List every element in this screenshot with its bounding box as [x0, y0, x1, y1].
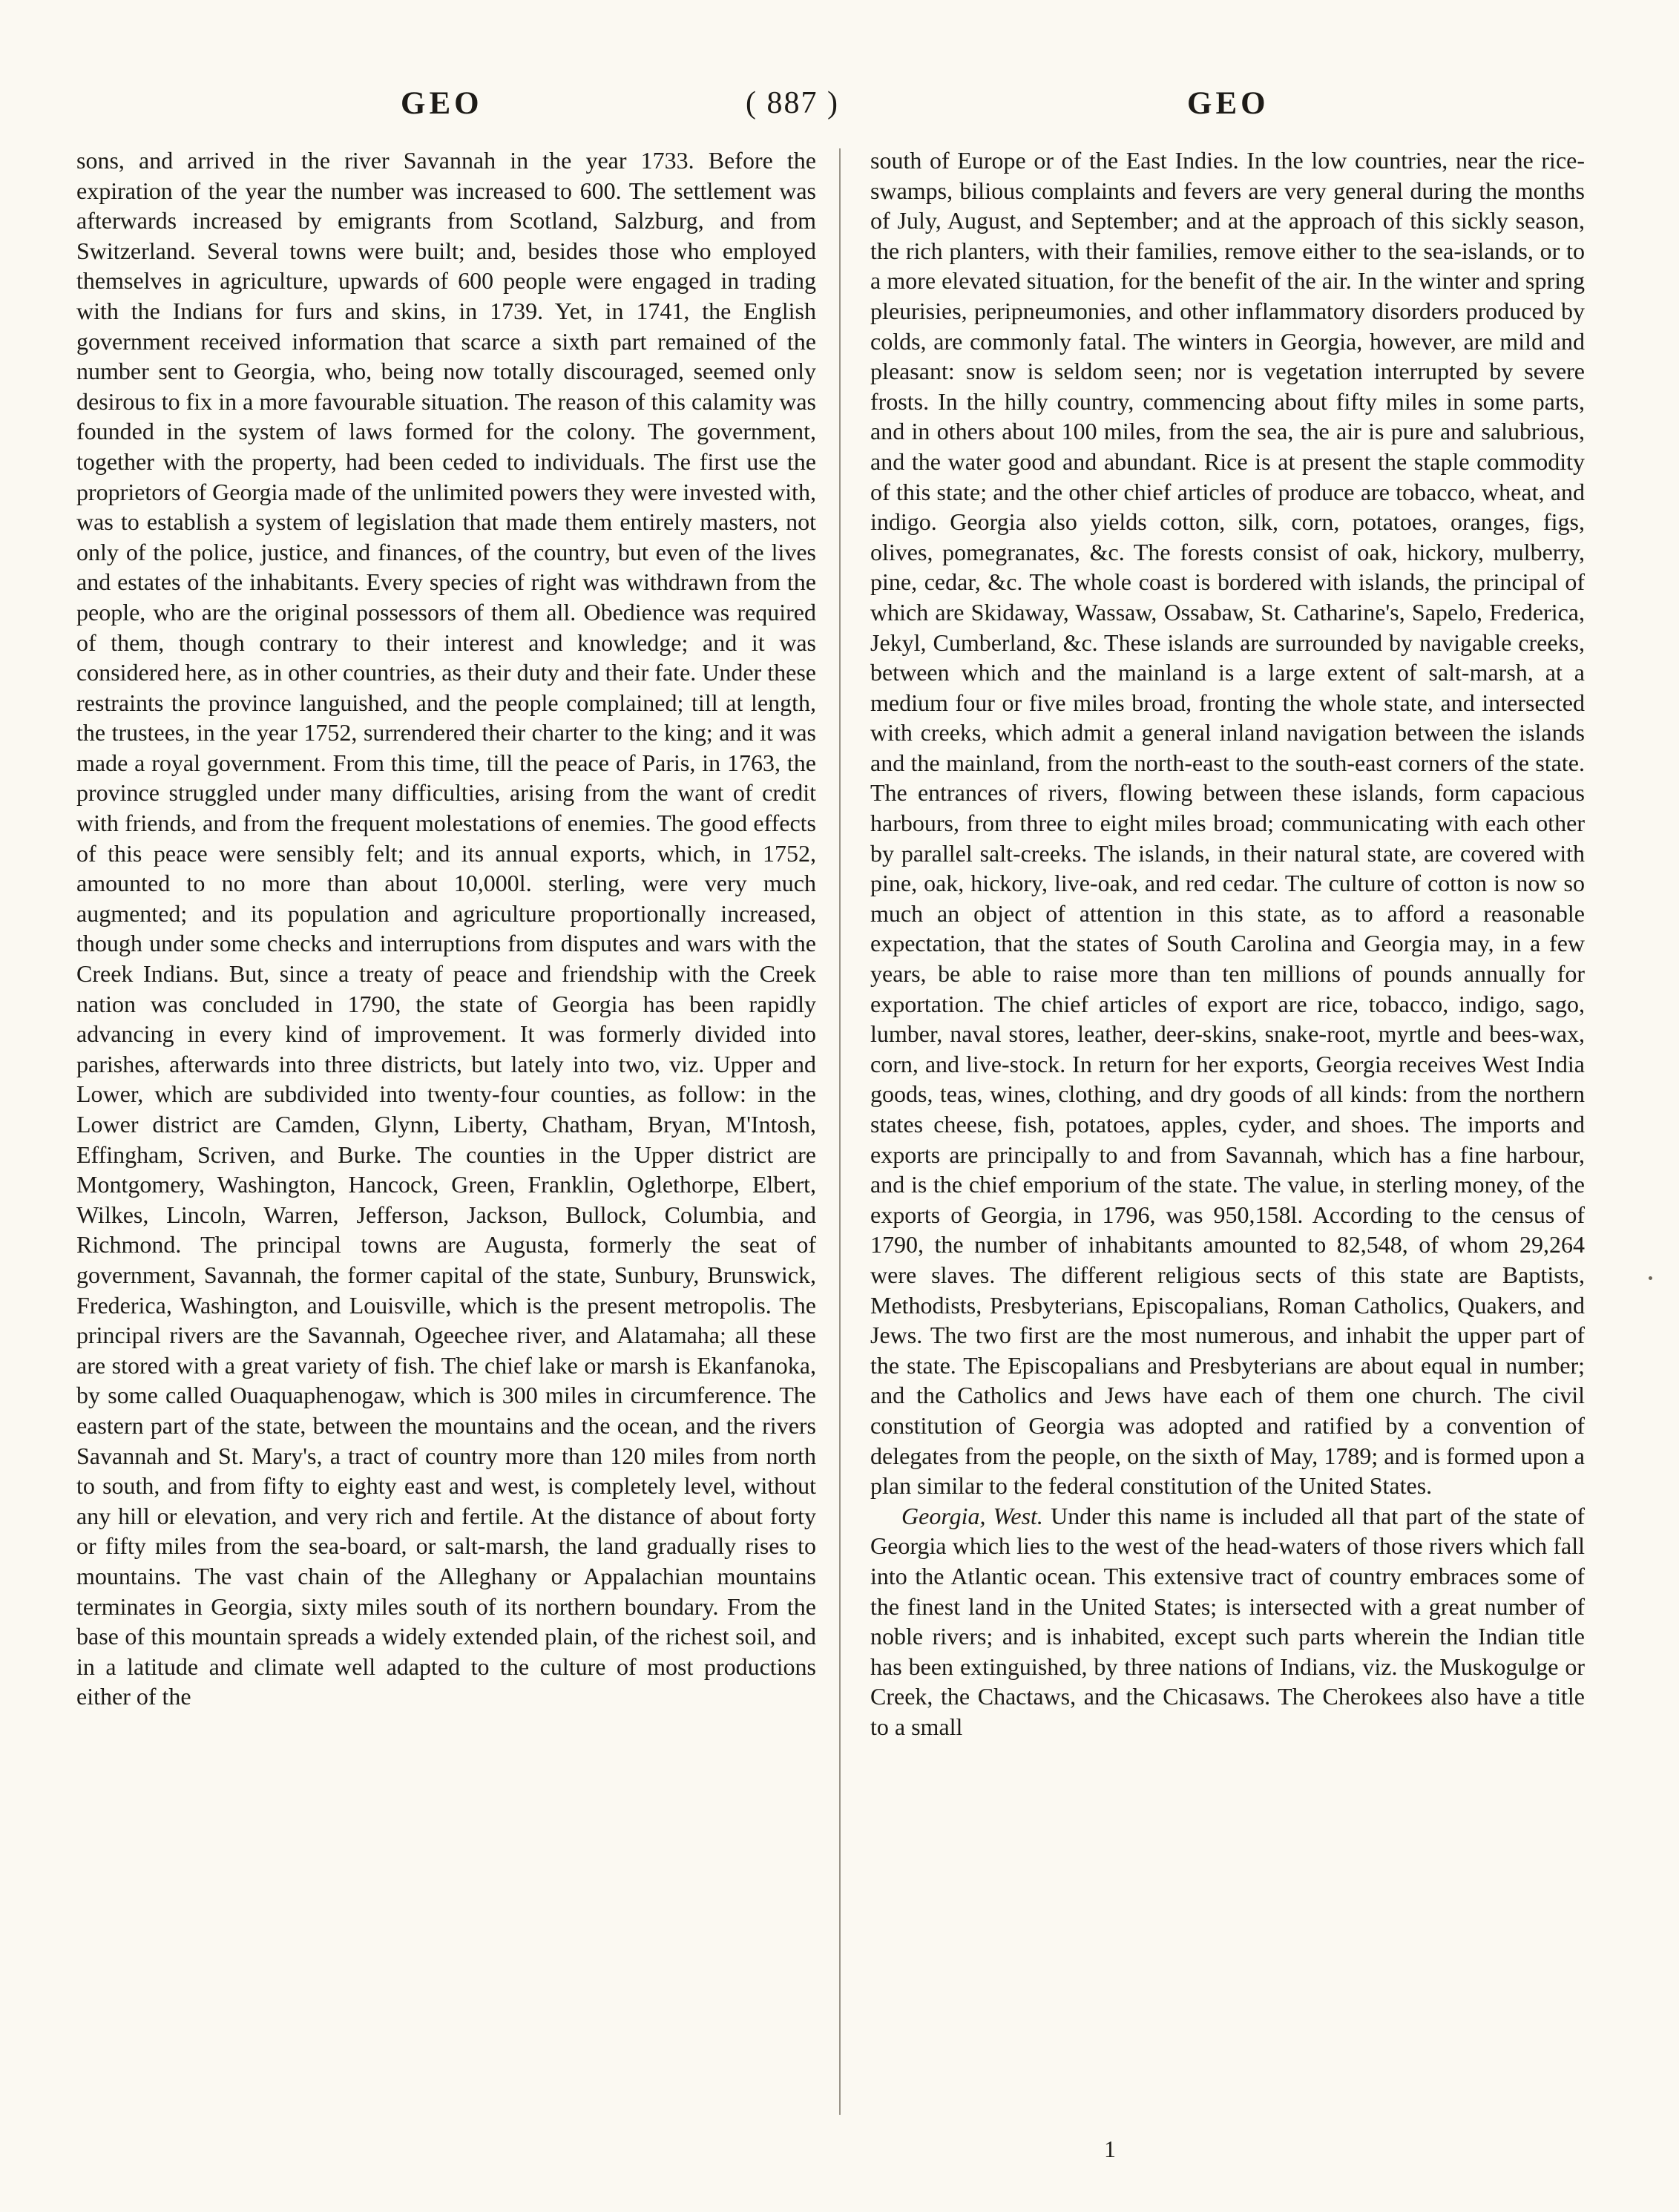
- georgia-west-heading: Georgia, West.: [901, 1502, 1043, 1529]
- left-column-paragraph: sons, and arrived in the river Savannah in the year 1733. Before the expiration of the year the number was increased to 600. The settlement was afterwards increased by emigrants from Scotland, Salzburg, and from Switzerland. Several towns were built; and, besides those who employed themselves in agriculture, upwards of 600 people were engaged in trading with the Indians for furs and skins, in 1739. Yet, in 1741, the English government received information that scarce a sixth part remained of the number sent to Georgia, who, being now totally discouraged, seemed only desirous to fix in a more favourable situation. The reason of this calamity was founded in the system of laws formed for the colony. The government, together with the property, had been ceded to individuals. The first use the proprietors of Georgia made of the unlimited powers they were invested with, was to establish a system of legislation that made them entirely masters, not only of the police, justice, and finances, of the country, but even of the lives and estates of the inhabitants. Every species of right was withdrawn from the people, who are the original possessors of them all. Obedience was required of them, though contrary to their interest and knowledge; and it was considered here, as in other countries, as their duty and their fate. Under these restraints the province languished, and the people complained; till at length, the trustees, in the year 1752, surrendered their charter to the king; and it was made a royal government. From this time, till the peace of Paris, in 1763, the province struggled under many difficulties, arising from the want of credit with friends, and from the frequent molestations of enemies. The good effects of this peace were sensibly felt; and its annual exports, which, in 1752, amounted to no more than about 10,000l. sterling, were very much augmented; and its population and agriculture proportionally increased, though under some checks and interruptions from disputes and wars with the Creek Indians. But, since a treaty of peace and friendship with the Creek nation was concluded in 1790, the state of Georgia has been rapidly advancing in every kind of improvement. It was formerly divided into parishes, afterwards into three districts, but lately into two, viz. Upper and Lower, which are subdivided into twenty-four counties, as follow: in the Lower district are Camden, Glynn, Liberty, Chatham, Bryan, M'Intosh, Effingham, Scriven, and Burke. The counties in the Upper district are Montgomery, Washington, Hancock, Green, Franklin, Oglethorpe, Elbert, Wilkes, Lincoln, Warren, Jefferson, Jackson, Bullock, Columbia, and Richmond. The principal towns are Augusta, formerly the seat of government, Savannah, the former capital of the state, Sunbury, Brunswick, Frederica, Washington, and Louisville, which is the present metropolis. The principal rivers are the Savannah, Ogeechee river, and Alatamaha; all these are stored with a great variety of fish. The chief lake or marsh is Ekanfanoka, by some called Ouaquaphenogaw, which is 300 miles in circumference. The eastern part of the state, between the mountains and the ocean, and the rivers Savannah and St. Mary's, a tract of country more than 120 miles from north to south, and from fifty to eighty east and west, is completely level, without any hill or elevation, and very rich and fertile. At the distance of about forty or fifty miles from the sea-board, or salt-marsh, the land gradually rises to mountains. The vast chain of the Alleghany or Appalachian mountains terminates in Georgia, sixty miles south of its northern boundary. From the base of this mountain spreads a widely extended plain, of the richest soil, and in a latitude and climate well adapted to the culture of most productions either of the: [76, 147, 816, 1710]
- signature-mark: 1: [1104, 2136, 1116, 2162]
- right-column-paragraph: south of Europe or of the East Indies. In the low countries, near the rice-swamps, bilious complaints and fevers are very general during the months of July, August, and September; and at the approach of this sickly season, the rich planters, with their families, remove either to the sea-islands, or to a more elevated situation, for the benefit of the air. In the winter and spring pleurisies, peripneumonies, and other inflammatory disorders produced by colds, are commonly fatal. The winters in Georgia, however, are mild and pleasant: snow is seldom seen; nor is vegetation interrupted by severe frosts. In the hilly country, commencing about fifty miles in some parts, and in others about 100 miles, from the sea, the air is pure and salubrious, and the water good and abundant. Rice is at present the staple commodity of this state; and the other chief articles of produce are tobacco, wheat, and indigo. Georgia also yields cotton, silk, corn, potatoes, oranges, figs, olives, pomegranates, &c. The forests consist of oak, hickory, mulberry, pine, cedar, &c. The whole coast is bordered with islands, the principal of which are Skidaway, Wassaw, Ossabaw, St. Catharine's, Sapelo, Frederica, Jekyl, Cumberland, &c. These islands are surrounded by navigable creeks, between which and the mainland is a large extent of salt-marsh, at a medium four or five miles broad, fronting the whole state, and intersected with creeks, which admit a general inland navigation between the islands and the mainland, from the north-east to the south-east corners of the state. The entrances of rivers, flowing between these islands, form capacious harbours, from three to eight miles broad; communicating with each other by parallel salt-creeks. The islands, in their natural state, are covered with pine, oak, hickory, live-oak, and red cedar. The culture of cotton is now so much an object of attention in this state, as to afford a reasonable expectation, that the states of South Carolina and Georgia may, in a few years, be able to raise more than ten millions of pounds annually for exportation. The chief articles of export are rice, tobacco, indigo, sago, lumber, naval stores, leather, deer-skins, snake-root, myrtle and bees-wax, corn, and live-stock. In return for her exports, Georgia receives West India goods, teas, wines, clothing, and dry goods of all kinds: from the northern states cheese, fish, potatoes, apples, cyder, and shoes. The imports and exports are principally to and from Savannah, which has a fine harbour, and is the chief emporium of the state. The value, in sterling money, of the exports of Georgia, in 1796, was 950,158l. According to the census of 1790, the number of inhabitants amounted to 82,548, of whom 29,264 were slaves. The different religious sects of this state are Baptists, Methodists, Presbyterians, Episcopalians, Roman Catholics, Quakers, and Jews. The two first are the most numerous, and inhabit the upper part of the state. The Episcopalians and Presbyterians are about equal in number; and the Catholics and Jews have each of them one church. The civil constitution of Georgia was adopted and ratified by a convention of delegates from the people, on the sixth of May, 1789; and is formed upon a plan similar to the federal constitution of the United States.: [870, 147, 1585, 1500]
- running-head-left: GEO: [401, 86, 483, 121]
- georgia-west-text: Under this name is included all that part of the state of Georgia which lies to the west of the head-waters of those rivers which fall into the Atlantic ocean. This extensive tract of country embraces some of the finest land in the United States; is intersected with a great number of noble rivers; and is inhabited, except such parts wherein the Indian title has been extinguished, by three nations of Indians, viz. the Muskogulge or Creek, the Chactaws, and the Chicasaws. The Cherokees also have a title to a small: [870, 1502, 1586, 1740]
- page-number: ( 887 ): [746, 86, 839, 120]
- right-column: [870, 145, 1585, 1742]
- georgia-west-paragraph: [870, 1501, 1585, 1742]
- column-divider: [839, 148, 841, 2115]
- running-head-right: GEO: [1187, 86, 1269, 121]
- margin-ink-dot: [1649, 1276, 1652, 1280]
- left-column: [76, 145, 816, 1712]
